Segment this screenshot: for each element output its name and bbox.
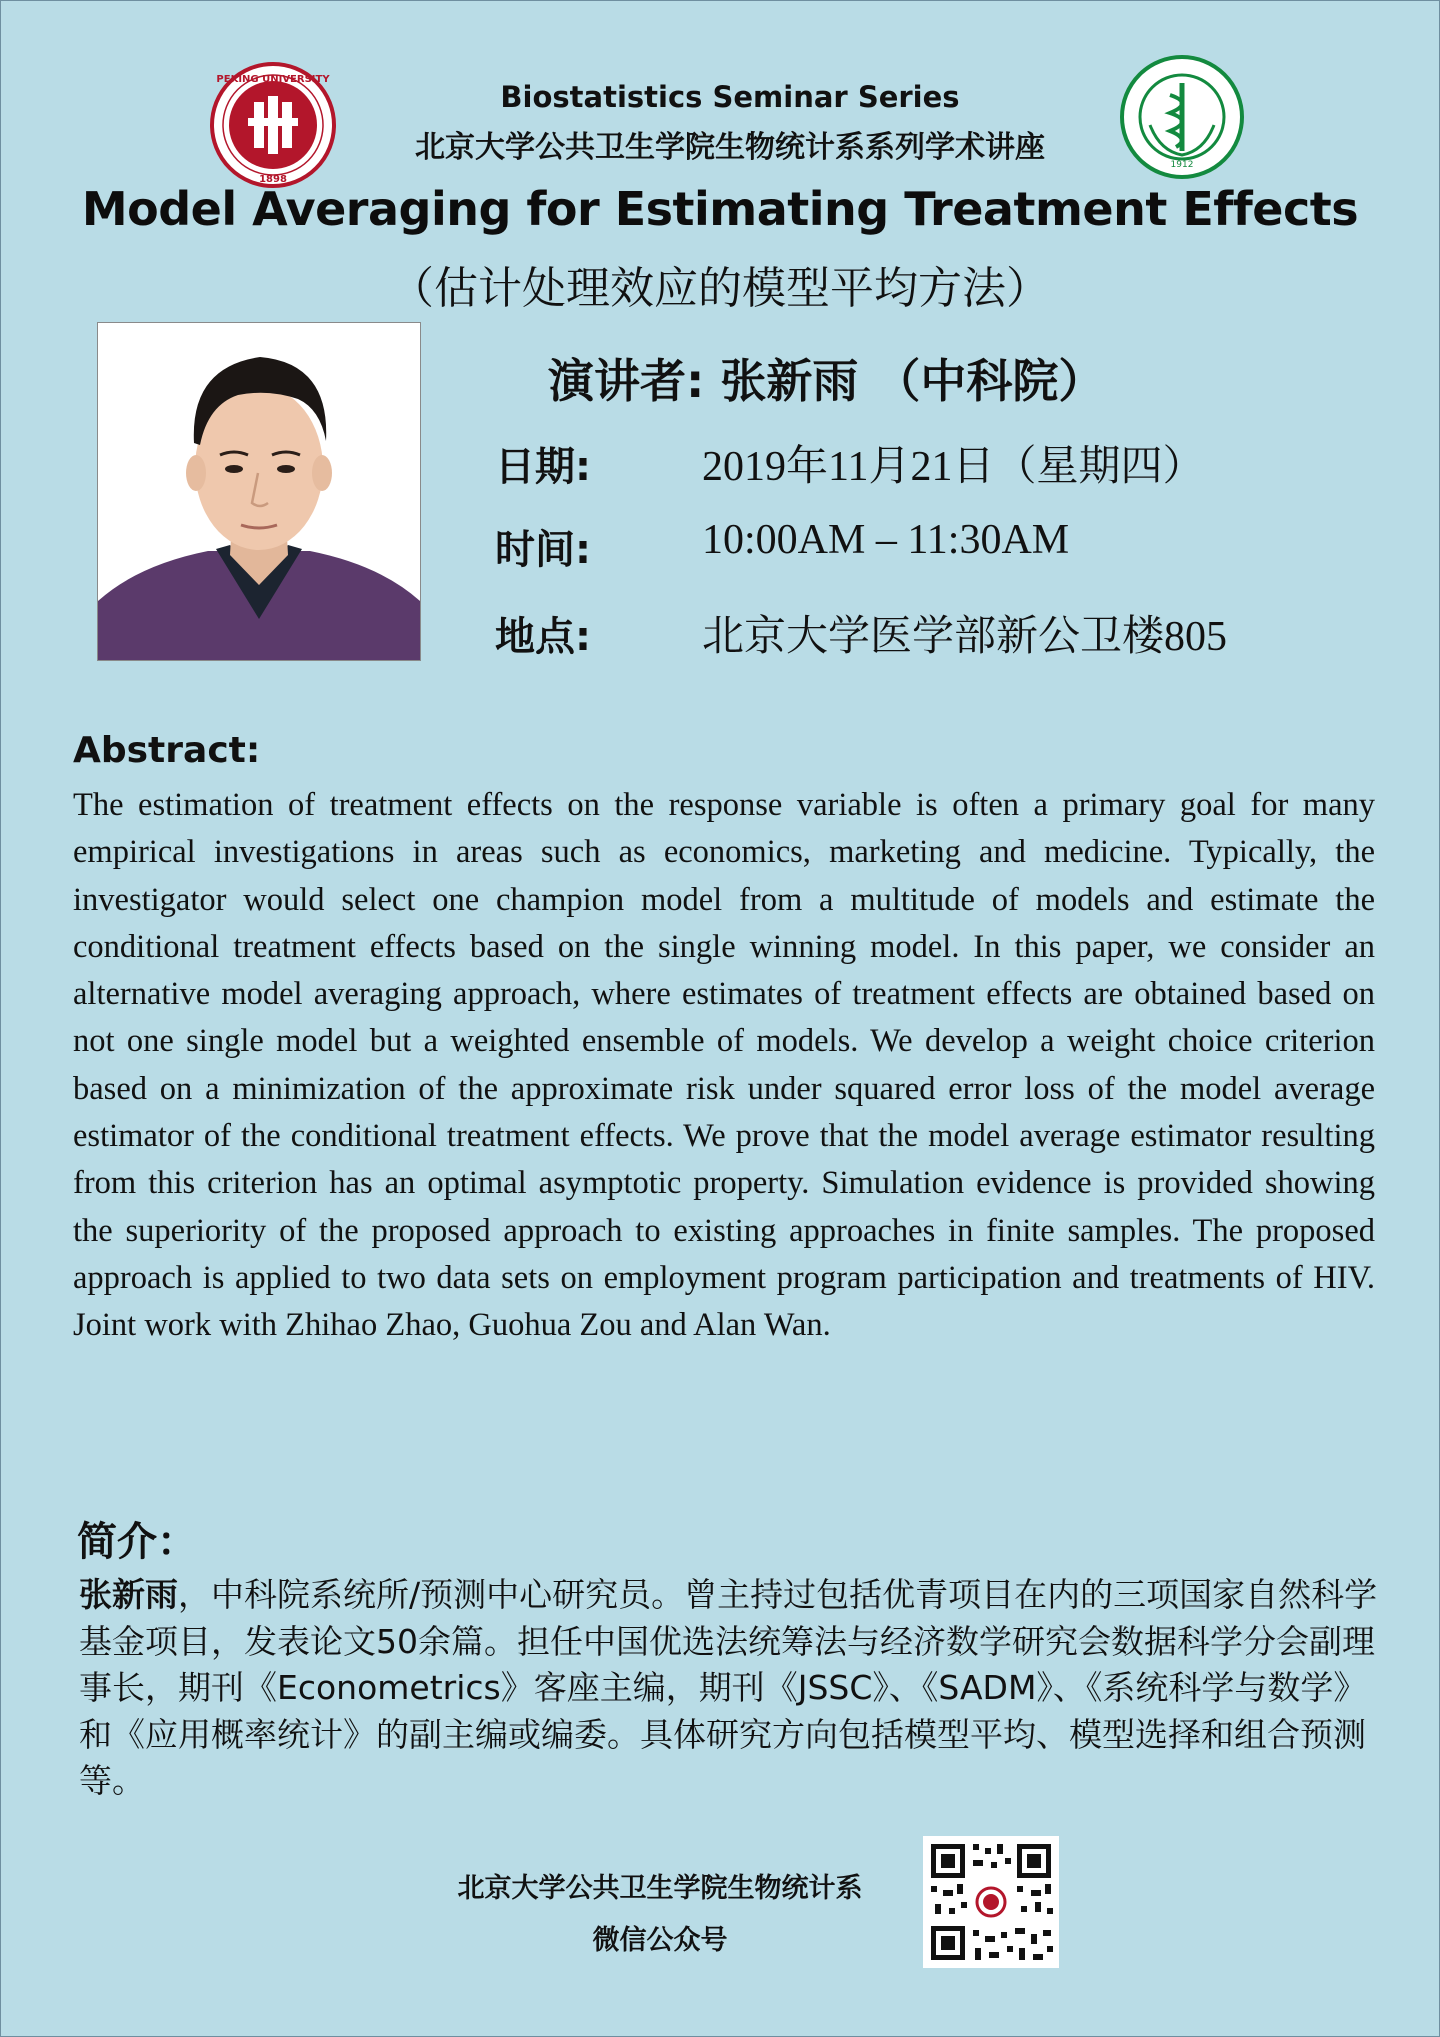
svg-text:1898: 1898 <box>259 174 287 185</box>
seminar-series-chinese: 北京大学公共卫生学院生物统计系系列学术讲座 <box>415 130 1045 165</box>
health-science-center-logo <box>1120 55 1244 179</box>
abstract-heading: Abstract: <box>73 730 261 771</box>
date-label: 日期: <box>495 444 591 490</box>
footer-department: 北京大学公共卫生学院生物统计系 <box>457 1873 863 1904</box>
time-label: 时间: <box>495 527 591 573</box>
time-value: 10:00AM – 11:30AM <box>702 517 1070 563</box>
talk-title-chinese: （估计处理效应的模型平均方法） <box>390 263 1050 314</box>
place-label: 地点: <box>495 614 591 660</box>
peking-university-logo <box>210 62 336 188</box>
talk-title-english: Model Averaging for Estimating Treatment Effects <box>81 182 1359 236</box>
abstract-text: The estimation of treatment effects on the response variable is often a primary goal for many empirical investigations in areas such as economics, marketing and medicine. Typically, the investigator would select one champion model from a multitude of models and estimate the conditional treatment effects based on the single winning model. In this paper, we consider an alternative model averaging approach, where estimates of treatment effects are obtained based on not one single model but a weighted ensemble of models. We develop a weight choice criterion based on a minimization of the approximate risk under squared error loss of the model average estimator of the conditional treatment effects. We prove that the model average estimator resulting from this criterion has an optimal asymptotic property. Simulation evidence is provided showing the superiority of the proposed approach to existing approaches in finite samples. The proposed approach is applied to two data sets on employment program participation and treatments of HIV. Joint work with Zhihao Zhao, Guohua Zou and Alan Wan. <box>73 787 1375 1344</box>
speaker-line: 演讲者: 张新雨 （中科院） <box>548 354 1105 408</box>
bio-speaker-name: 张新雨 <box>79 1575 178 1614</box>
speaker-photo <box>97 322 421 661</box>
bio-heading: 简介： <box>77 1519 197 1565</box>
seminar-series-english: Biostatistics Seminar Series <box>500 80 960 114</box>
place-value: 北京大学医学部新公卫楼805 <box>702 614 1228 660</box>
bio-text-block <box>79 1572 1379 1805</box>
svg-text:PEKING UNIVERSITY: PEKING UNIVERSITY <box>216 74 330 85</box>
footer-wechat-label: 微信公众号 <box>592 1925 728 1956</box>
date-value: 2019年11月21日（星期四） <box>702 444 1205 490</box>
bio-text: ，中科院系统所/预测中心研究员。曾主持过包括优青项目在内的三项国家自然科学基金项目，发表论文50余篇。担任中国优选法统筹法与经济数学研究会数据科学分会副理事长，期刊《Econometrics》客座主编，期刊《JSSC》、《SADM》、《系统科学与数学》和《应用概率统计》的副主编或编委。具体研究方向包括模型平均、模型选择和组合预测等。 <box>79 1575 1378 1800</box>
wechat-qr-code <box>923 1836 1059 1968</box>
svg-text:1912: 1912 <box>1170 160 1194 170</box>
